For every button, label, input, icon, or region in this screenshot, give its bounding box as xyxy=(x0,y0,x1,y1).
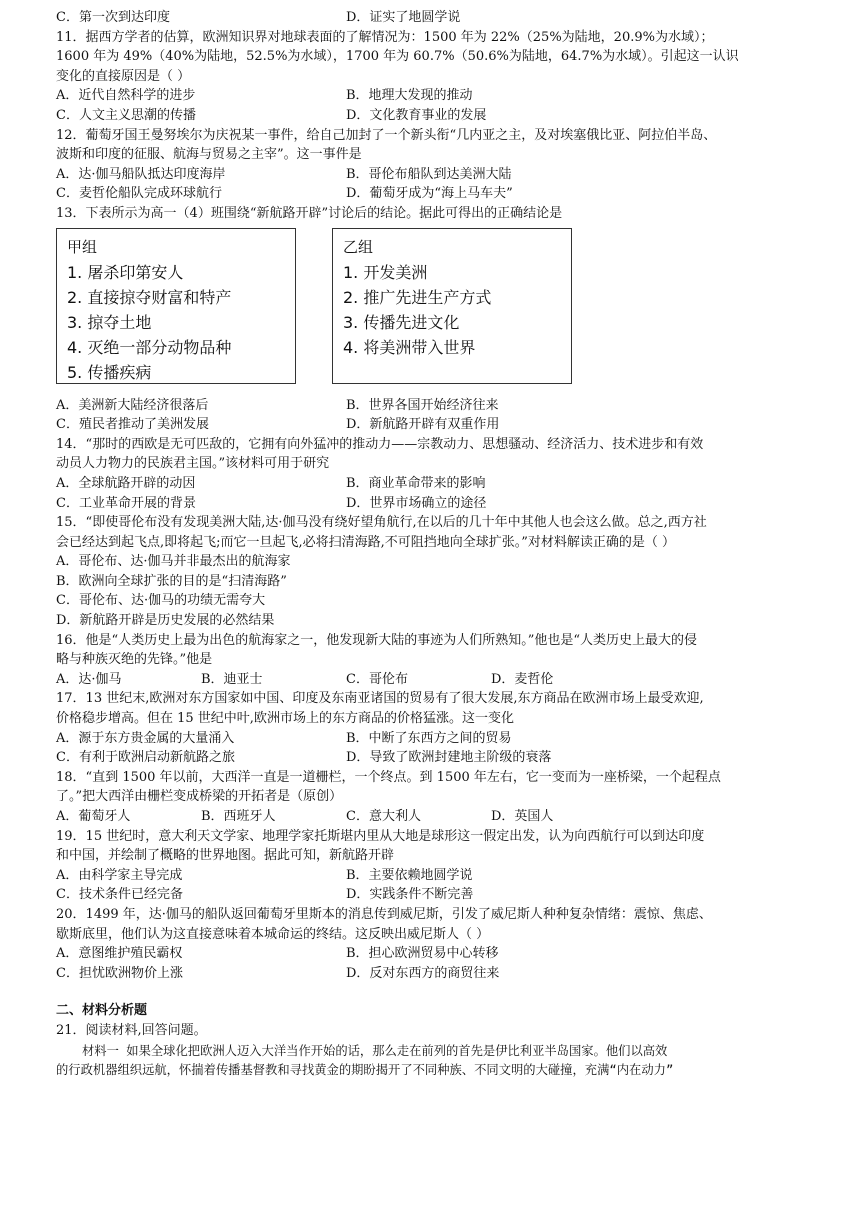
group-yi-title: 乙组 xyxy=(343,237,374,256)
q18-option-a[interactable]: A．葡萄牙人 xyxy=(56,809,131,824)
q21-material-one: 的行政机器组织远航，怀揣着传播基督教和寻找黄金的期盼揭开了不同种族、不同文明的大碰撞，充满“内在动力” xyxy=(56,1063,674,1078)
q17-options-row xyxy=(56,729,818,749)
group-yi-item: 2. 推广先进生产方式 xyxy=(343,287,492,307)
q14-option-b[interactable]: B．商业革命带来的影响 xyxy=(346,475,486,491)
q20-stem: 20．1499 年，达·伽马的船队返回葡萄牙里斯本的消息传到威尼斯，引发了威尼斯人种种复杂情绪：震惊、焦虑、 xyxy=(56,906,712,922)
group-jia-item: 1. 屠杀印第安人 xyxy=(67,262,184,282)
q12-option-c[interactable]: C．麦哲伦船队完成环球航行 xyxy=(56,186,222,202)
q12-option-a[interactable]: A．达·伽马船队抵达印度海岸 xyxy=(56,166,226,182)
q20-option-a[interactable]: A．意图维护殖民霸权 xyxy=(56,946,183,962)
q11-stem: 变化的直接原因是（ ） xyxy=(56,68,191,84)
q11-option-a[interactable]: A．近代自然科学的进步 xyxy=(56,88,196,104)
q12-options-row xyxy=(56,165,818,185)
q13-option-d[interactable]: D．新航路开辟有双重作用 xyxy=(346,417,500,433)
q18-options-row xyxy=(56,807,818,827)
q11-stem: 1600 年为 49%（40%为陆地，52.5%为水域），1700 年为 60.7%（50.6%为陆地，64.7%为水域）。引起这一认识 xyxy=(56,49,739,65)
q14-option-a[interactable]: A．全球航路开辟的动因 xyxy=(56,475,196,491)
q16-option-d[interactable]: D．麦哲伦 xyxy=(491,671,554,687)
q16-stem: 略与种族灭绝的先锋。”他是 xyxy=(56,652,213,668)
q12-stem: 12．葡萄牙国王曼努埃尔为庆祝某一事件，给自己加封了一个新头衔“几内亚之主，及对埃塞俄比亚、阿拉伯半岛、 xyxy=(56,127,717,143)
q13-options-row xyxy=(56,396,818,416)
q19-options-row xyxy=(56,866,818,886)
group-yi-item: 4. 将美洲带入世界 xyxy=(343,337,476,357)
q19-option-a[interactable]: A．由科学家主导完成 xyxy=(56,867,183,883)
q19-stem: 和中国，并绘制了概略的世界地图。据此可知，新航路开辟 xyxy=(56,848,395,864)
q11-options-row xyxy=(56,86,818,106)
q14-stem: 14．“那时的西欧是无可匹敌的，它拥有向外猛冲的推动力——宗教动力、思想骚动、经济活力、技术进步和有效 xyxy=(56,436,704,452)
q13-option-a[interactable]: A．美洲新大陆经济很落后 xyxy=(56,397,209,413)
q16-option-c[interactable]: C．哥伦布 xyxy=(346,671,408,687)
q20-option-d[interactable]: D．反对东西方的商贸往来 xyxy=(346,965,500,981)
q16-option-a[interactable]: A．达·伽马 xyxy=(56,671,122,687)
group-jia-item: 5. 传播疾病 xyxy=(67,362,152,382)
q21-stem: 21．阅读材料,回答问题。 xyxy=(56,1022,207,1038)
q18-option-d[interactable]: D．英国人 xyxy=(491,809,554,824)
q20-options-row xyxy=(56,944,818,964)
q20-stem: 歇斯底里，他们认为这直接意味着本城命运的终结。这反映出威尼斯人（ ） xyxy=(56,926,490,942)
group-jia-item: 2. 直接掠夺财富和特产 xyxy=(67,287,232,307)
q19-stem: 19．15 世纪时，意大利天文学家、地理学家托斯堪内里从大地是球形这一假定出发，认为向西航行可以到达印度 xyxy=(56,828,705,844)
q20-option-c[interactable]: C．担忧欧洲物价上涨 xyxy=(56,965,183,981)
q19-option-c[interactable]: C．技术条件已经完备 xyxy=(56,887,183,903)
q20-option-b[interactable]: B．担心欧洲贸易中心转移 xyxy=(346,946,499,962)
group-jia-box xyxy=(56,228,296,384)
q11-options-row xyxy=(56,106,818,126)
group-jia-item: 4. 灭绝一部分动物品种 xyxy=(67,337,232,357)
q10-option-d[interactable]: D．证实了地圆学说 xyxy=(346,10,461,25)
q18-stem: 18．“直到 1500 年以前，大西洋一直是一道栅栏，一个终点。到 1500 年左右，它一变而为一座桥梁，一个起程点 xyxy=(56,769,721,785)
q13-option-c[interactable]: C．殖民者推动了美洲发展 xyxy=(56,417,209,433)
q15-stem: 15．“即使哥伦布没有发现美洲大陆,达·伽马没有绕好望角航行,在以后的几十年中其他人也会这么做。总之,西方社 xyxy=(56,515,707,531)
q18-option-c[interactable]: C．意大利人 xyxy=(346,809,421,824)
q14-option-c[interactable]: C．工业革命开展的背景 xyxy=(56,495,196,511)
q18-stem: 了。”把大西洋由栅栏变成桥梁的开拓者是（原创） xyxy=(56,789,343,805)
q13-options-row xyxy=(56,415,818,435)
q12-option-d[interactable]: D．葡萄牙成为“海上马车夫” xyxy=(346,186,513,202)
q11-option-c[interactable]: C．人文主义思潮的传播 xyxy=(56,107,196,123)
group-yi-item: 1. 开发美洲 xyxy=(343,262,428,282)
q17-option-c[interactable]: C．有利于欧洲启动新航路之旅 xyxy=(56,750,235,766)
q17-option-b[interactable]: B．中断了东西方之间的贸易 xyxy=(346,730,512,746)
q13-stem: 13．下表所示为高一（4）班围绕“新航路开辟”讨论后的结论。据此可得出的正确结论是 xyxy=(56,205,563,221)
q14-stem: 动员人力物力的民族君主国。”该材料可用于研究 xyxy=(56,456,330,472)
q17-stem: 价格稳步增高。但在 15 世纪中叶,欧洲市场上的东方商品的价格猛涨。这一变化 xyxy=(56,711,514,727)
q15-option-d[interactable]: D．新航路开辟是历史发展的必然结果 xyxy=(56,613,275,629)
q15-stem: 会已经达到起飞点,即将起飞;而它一旦起飞,必将扫清海路,不可阻挡地向全球扩张。”对材料解读正确的是（ ） xyxy=(56,534,676,550)
q20-options-row xyxy=(56,964,818,984)
q16-option-b[interactable]: B．迪亚士 xyxy=(201,671,263,687)
q14-options-row xyxy=(56,474,818,494)
q19-options-row xyxy=(56,885,818,905)
q15-option-a[interactable]: A．哥伦布、达·伽马并非最杰出的航海家 xyxy=(56,554,291,570)
group-yi-box xyxy=(332,228,572,384)
q11-option-d[interactable]: D．文化教育事业的发展 xyxy=(346,107,487,123)
q14-options-row xyxy=(56,494,818,514)
q12-stem: 波斯和印度的征服、航海与贸易之主宰”。这一事件是 xyxy=(56,147,362,163)
q17-option-a[interactable]: A．源于东方贵金属的大量涌入 xyxy=(56,730,235,746)
group-jia-title: 甲组 xyxy=(67,237,98,256)
q14-option-d[interactable]: D．世界市场确立的途径 xyxy=(346,495,487,511)
q17-stem: 17．13 世纪末,欧洲对东方国家如中国、印度及东南亚诸国的贸易有了很大发展,东方商品在欧洲市场上最受欢迎, xyxy=(56,691,704,707)
q16-options-row xyxy=(56,670,818,690)
q11-option-b[interactable]: B．地理大发现的推动 xyxy=(346,88,473,104)
q15-option-c[interactable]: C．哥伦布、达·伽马的功绩无需夸大 xyxy=(56,593,266,609)
group-yi-item: 3. 传播先进文化 xyxy=(343,312,460,332)
q18-option-b[interactable]: B．西班牙人 xyxy=(201,809,276,824)
q17-option-d[interactable]: D．导致了欧洲封建地主阶级的衰落 xyxy=(346,750,552,766)
q12-option-b[interactable]: B．哥伦布船队到达美洲大陆 xyxy=(346,166,512,182)
section-heading: 二、材料分析题 xyxy=(56,1003,148,1019)
q21-material-one: 材料一 如果全球化把欧洲人迈入大洋当作开始的话，那么走在前列的首先是伊比利亚半岛国家。他们以高效 xyxy=(82,1043,668,1058)
q15-option-b[interactable]: B．欧洲向全球扩张的目的是“扫清海路” xyxy=(56,573,287,589)
q17-options-row xyxy=(56,748,818,768)
q12-options-row xyxy=(56,184,818,204)
q16-stem: 16．他是“人类历史上最为出色的航海家之一，他发现新大陆的事迹为人们所熟知。”他也是“人类历史上最大的侵 xyxy=(56,632,697,648)
q19-option-d[interactable]: D．实践条件不断完善 xyxy=(346,887,474,903)
q13-table xyxy=(56,228,818,388)
exam-page xyxy=(56,8,818,1080)
q13-option-b[interactable]: B．世界各国开始经济往来 xyxy=(346,397,499,413)
q10-options-row xyxy=(56,8,818,28)
group-jia-item: 3. 掠夺土地 xyxy=(67,312,152,332)
q19-option-b[interactable]: B．主要依赖地圆学说 xyxy=(346,867,473,883)
q10-option-c[interactable]: C．第一次到达印度 xyxy=(56,10,170,25)
q11-stem: 11．据西方学者的估算，欧洲知识界对地球表面的了解情况为：1500 年为 22%（25%为陆地，20.9%为水域）； xyxy=(56,29,714,45)
